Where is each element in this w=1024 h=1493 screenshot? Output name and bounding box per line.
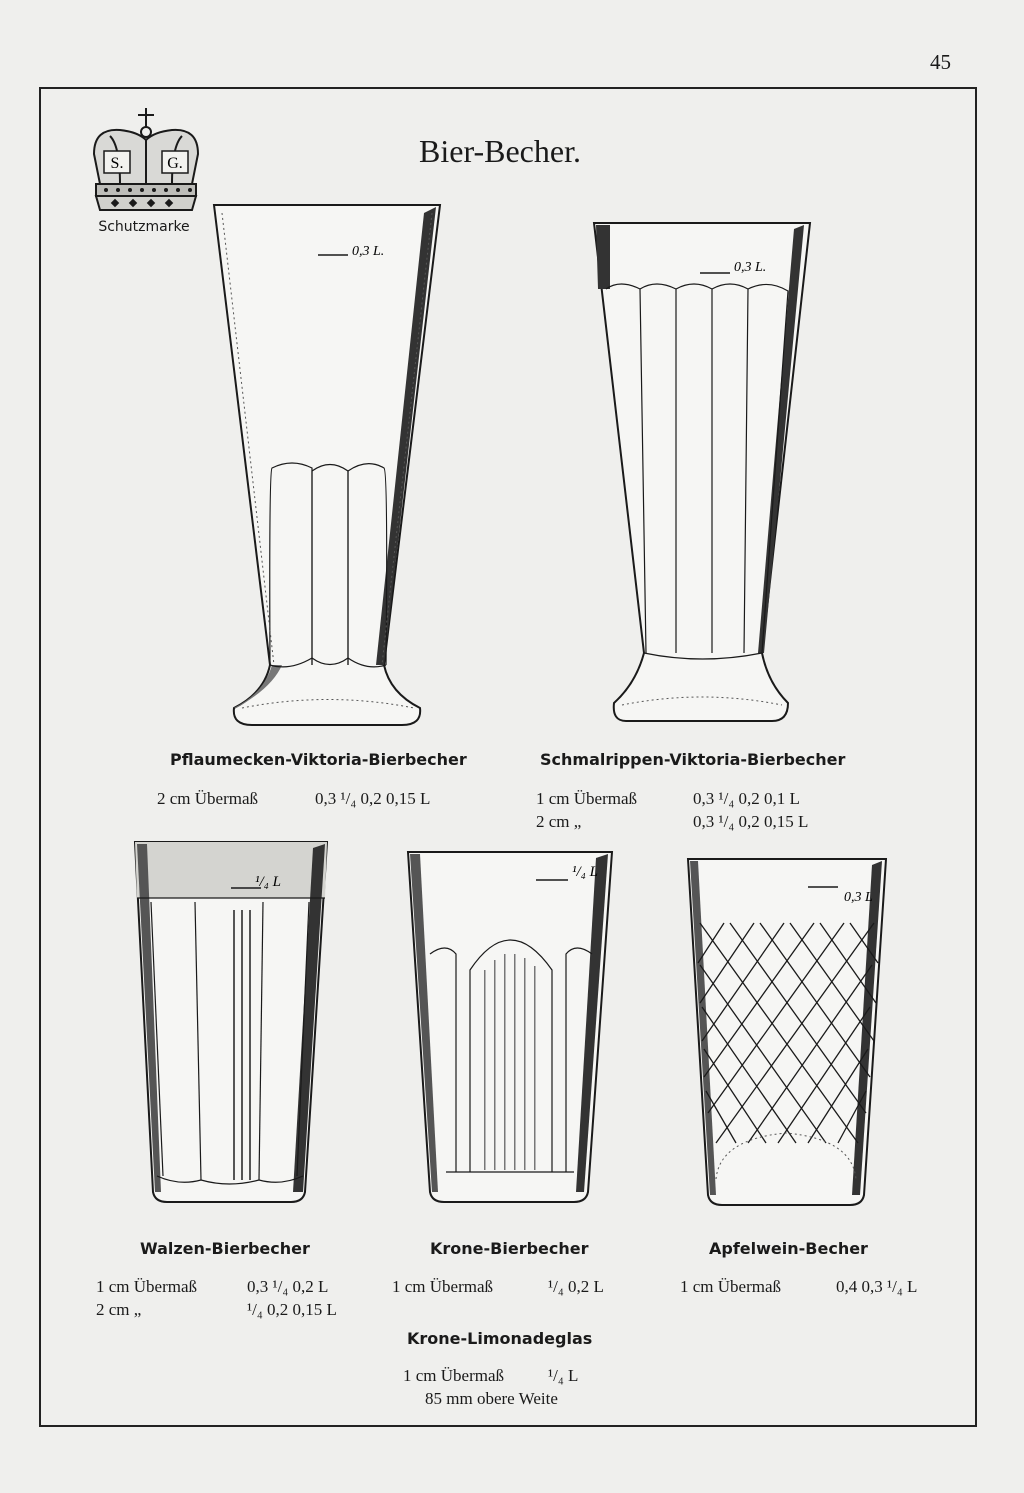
spec-sizes: ¹/₄ L bbox=[548, 1366, 579, 1385]
pflaumecken-glass-illustration bbox=[212, 203, 444, 728]
spec-overmeasure: 1 cm Übermaß bbox=[680, 1277, 782, 1296]
product-name: Krone-Bierbecher bbox=[430, 1239, 589, 1258]
capacity-mark: 0,3 L bbox=[844, 890, 873, 905]
page-number: 45 bbox=[930, 50, 951, 74]
krone-glass-illustration bbox=[406, 850, 616, 1206]
capacity-mark: 0,3 L. bbox=[734, 260, 767, 275]
spec-sizes: ¹/₄ 0,2 L bbox=[548, 1277, 604, 1296]
spec-overmeasure: 2 cm „ bbox=[536, 812, 582, 831]
spec-sizes: 0,3 ¹/₄ 0,2 0,15 L bbox=[315, 789, 431, 808]
spec-overmeasure: 1 cm Übermaß bbox=[392, 1277, 494, 1296]
spec-sizes: 0,3 ¹/₄ 0,2 0,15 L bbox=[693, 812, 809, 831]
spec-sizes: 0,3 ¹/₄ 0,2 0,1 L bbox=[693, 789, 800, 808]
capacity-mark: ¹/₄ L bbox=[255, 874, 281, 890]
logo-caption: Schutzmarke bbox=[98, 219, 190, 235]
product-name: Krone-Limonadeglas bbox=[407, 1329, 593, 1348]
spec-sizes: ¹/₄ 0,2 0,15 L bbox=[247, 1300, 337, 1319]
page-title: Bier-Becher. bbox=[419, 133, 581, 169]
schmalrippen-glass-illustration bbox=[592, 221, 814, 726]
spec-overmeasure: 1 cm Übermaß bbox=[96, 1277, 198, 1296]
spec-overmeasure: 1 cm Übermaß bbox=[403, 1366, 505, 1385]
spec-width-note: 85 mm obere Weite bbox=[425, 1389, 558, 1408]
spec-overmeasure: 2 cm Übermaß bbox=[157, 789, 259, 808]
spec-sizes: 0,3 ¹/₄ 0,2 L bbox=[247, 1277, 329, 1296]
product-name: Walzen-Bierbecher bbox=[140, 1239, 310, 1258]
logo-initial-s: S. bbox=[110, 155, 124, 172]
capacity-mark: 0,3 L. bbox=[352, 244, 385, 259]
product-name: Pflaumecken-Viktoria-Bierbecher bbox=[170, 750, 467, 769]
capacity-mark: ¹/₄ L bbox=[572, 864, 598, 880]
spec-sizes: 0,4 0,3 ¹/₄ L bbox=[836, 1277, 918, 1296]
product-name: Schmalrippen-Viktoria-Bierbecher bbox=[540, 750, 846, 769]
spec-overmeasure: 1 cm Übermaß bbox=[536, 789, 638, 808]
product-name: Apfelwein-Becher bbox=[709, 1239, 868, 1258]
spec-overmeasure: 2 cm „ bbox=[96, 1300, 142, 1319]
walzen-glass-illustration bbox=[133, 840, 329, 1206]
apfelwein-glass-illustration bbox=[686, 857, 888, 1207]
trademark-logo bbox=[86, 106, 206, 246]
crown-icon bbox=[86, 106, 206, 218]
logo-initial-g: G. bbox=[167, 155, 183, 172]
